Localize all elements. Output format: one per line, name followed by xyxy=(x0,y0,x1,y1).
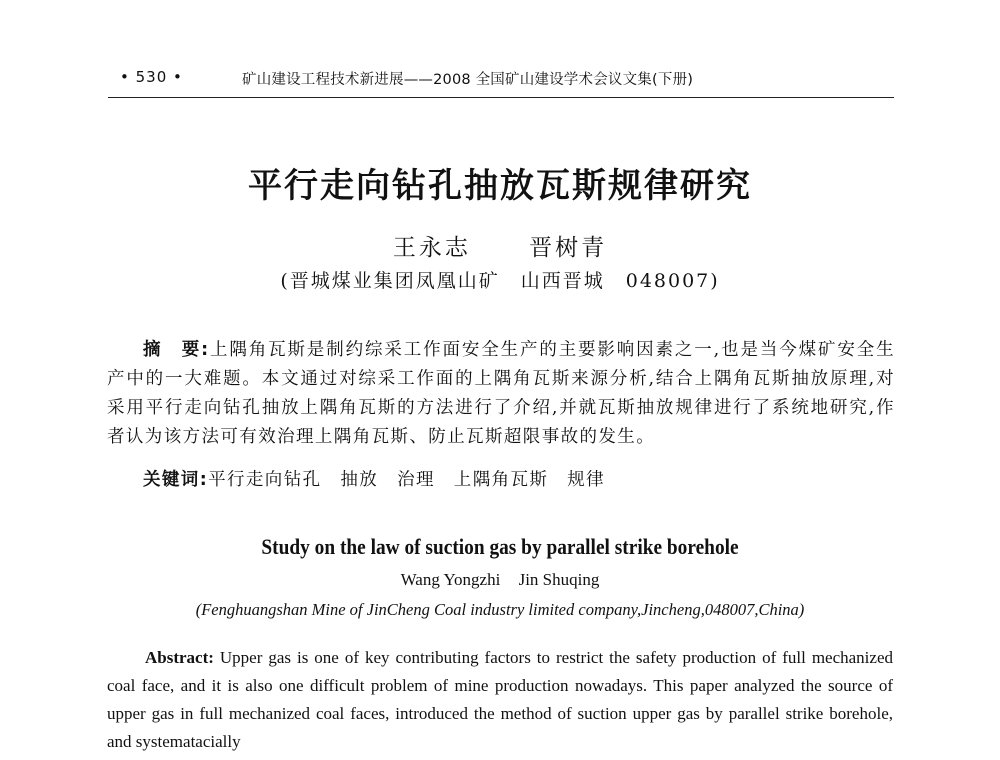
chinese-keywords-text: 平行走向钻孔 抽放 治理 上隅角瓦斯 规律 xyxy=(208,470,606,490)
chinese-author-1: 王永志 xyxy=(392,235,471,261)
header-rule xyxy=(108,97,894,98)
page-number: • 530 • xyxy=(120,68,183,86)
chinese-abstract-text: 上隅角瓦斯是制约综采工作面安全生产的主要影响因素之一,也是当今煤矿安全生产中的一大难题。本文通过对综采工作面的上隅角瓦斯来源分析,结合上隅角瓦斯抽放原理,对采用平行走向钻孔抽放上隅角瓦斯的方法进行了介绍,并就瓦斯抽放规律进行了系统地研究,作者认为该方法可有效治理上隅角瓦斯、防止瓦斯超限事故的发生。 xyxy=(107,340,895,447)
english-author-1: Wang Yongzhi xyxy=(400,570,501,589)
chinese-author-2: 晋树青 xyxy=(529,235,608,261)
chinese-abstract-label: 摘 要: xyxy=(143,340,210,360)
running-head xyxy=(108,66,894,92)
journal-title: 矿山建设工程技术新进展——2008 全国矿山建设学术会议文集(下册) xyxy=(242,72,694,88)
english-abstract-label: Abstract: xyxy=(145,648,214,667)
english-authors xyxy=(0,570,1000,590)
english-affiliation: (Fenghuangshan Mine of JinCheng Coal industry limited company,Jincheng,048007,China) xyxy=(195,600,805,619)
english-abstract-text: Upper gas is one of key contributing factors to restrict the safety production of full mechanized coal face, and it is also one difficult problem of mine production nowadays. This paper analyzed the source of upper gas in full mechanized coal faces, introduced the method of suction upper gas by parallel strike borehole, and systematacially xyxy=(107,648,893,751)
english-abstract xyxy=(107,644,893,756)
chinese-keywords xyxy=(143,466,893,491)
chinese-affiliation: (晋城煤业集团凤凰山矿 山西晋城 048007) xyxy=(280,270,720,292)
chinese-abstract xyxy=(107,336,895,452)
chinese-title: 平行走向钻孔抽放瓦斯规律研究 xyxy=(248,166,752,206)
chinese-keywords-label: 关键词: xyxy=(143,470,209,490)
english-title: Study on the law of suction gas by parallel strike borehole xyxy=(261,534,739,559)
english-author-2: Jin Shuqing xyxy=(518,570,600,589)
chinese-authors xyxy=(0,229,1000,262)
